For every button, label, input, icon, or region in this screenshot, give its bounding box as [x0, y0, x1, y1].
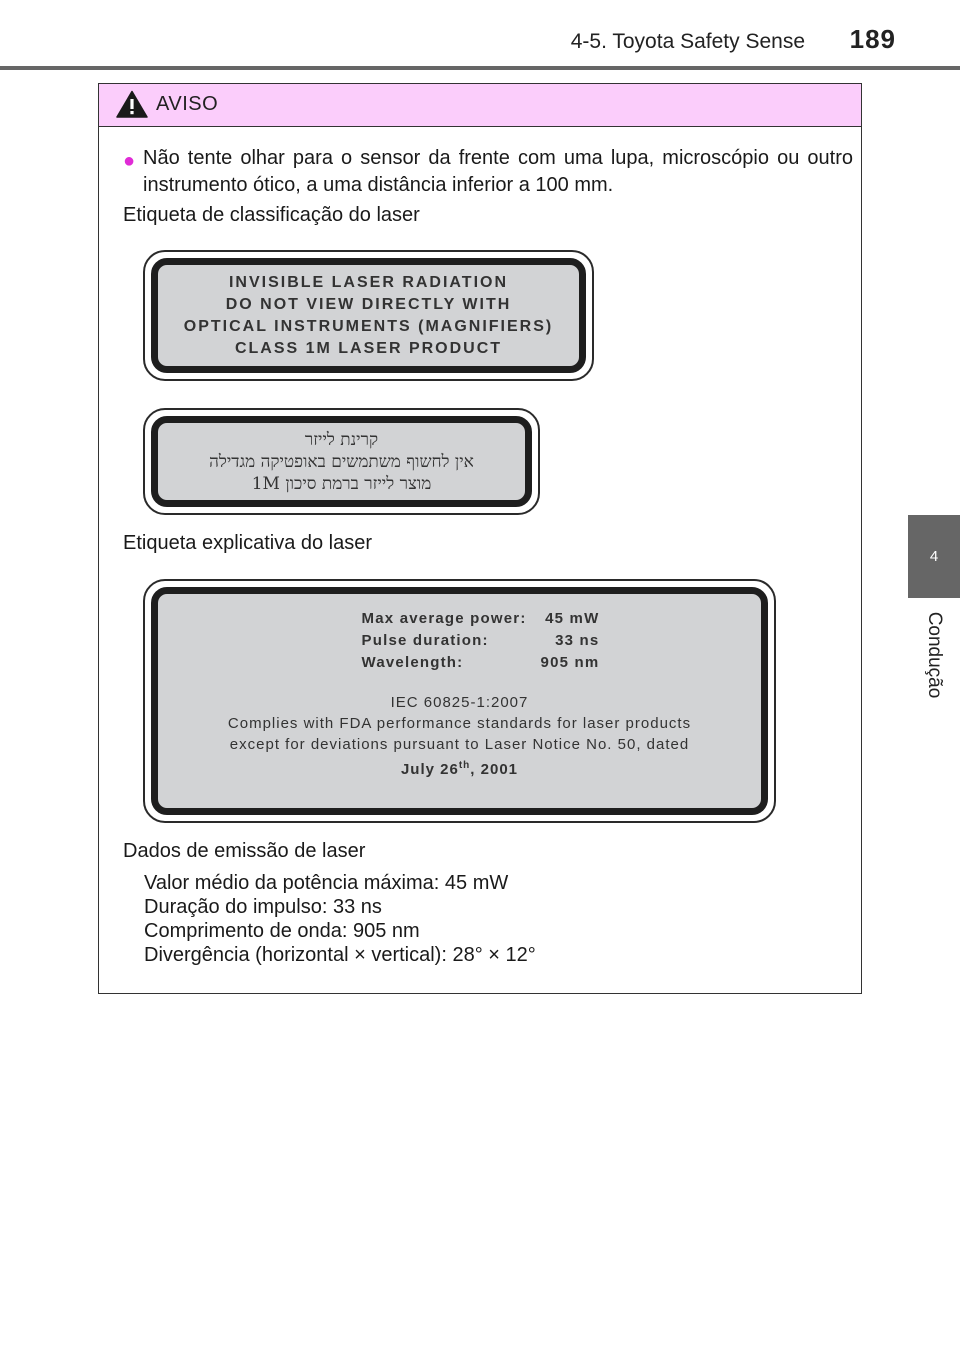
chapter-tab — [908, 515, 960, 598]
spec-row — [362, 652, 600, 674]
warning-box — [98, 83, 862, 994]
date-suffix-sup: th — [458, 760, 471, 771]
standard-line: IEC 60825-1:2007 — [390, 694, 529, 711]
spec-row — [362, 630, 600, 652]
compliance-date — [401, 755, 518, 780]
spec-label: Wavelength: — [361, 654, 464, 671]
warning-header — [99, 84, 861, 127]
spec-label: Max average power: — [361, 610, 527, 627]
header-rule — [0, 66, 960, 70]
chapter-title: Condução — [924, 611, 945, 699]
bullet-dot-icon: ● — [123, 150, 136, 172]
emission-caption: Dados de emissão de laser — [123, 840, 366, 862]
emission-data-list — [144, 871, 536, 967]
emission-data-item: Valor médio da potência máxima: 45 mW — [144, 872, 509, 894]
header-section-title: 4-5. Toyota Safety Sense — [570, 30, 805, 53]
warning-bullet — [123, 145, 853, 199]
label-en-panel — [151, 258, 586, 373]
warning-title: AVISO — [156, 93, 219, 115]
spec-value: 45 mW — [545, 610, 600, 627]
chapter-number: 4 — [929, 548, 939, 565]
laser-explanatory-label — [143, 579, 776, 823]
explanatory-panel — [151, 587, 768, 815]
label-he-line: מוצר לייזר ברמת סיכון 1M — [251, 473, 432, 494]
spec-value: 905 nm — [540, 654, 600, 671]
date-suffix: , 2001 — [470, 761, 519, 778]
emission-data-item: Divergência (horizontal × vertical): 28° × 12° — [144, 944, 536, 966]
label-en-line: INVISIBLE LASER RADIATION — [228, 273, 509, 291]
label-en-line: OPTICAL INSTRUMENTS (MAGNIFIERS) — [183, 317, 554, 335]
classification-caption: Etiqueta de classificação do laser — [123, 204, 420, 226]
warning-bullet-text: Não tente olhar para o sensor da frente com uma lupa, microscópio ou outro instrumento ótico, a uma distância inferior a 100 mm. — [143, 147, 853, 196]
label-en-line: DO NOT VIEW DIRECTLY WITH — [225, 295, 512, 313]
label-he-panel — [151, 416, 532, 507]
spec-value: 33 ns — [555, 632, 600, 649]
emission-data-item: Comprimento de onda: 905 nm — [144, 920, 420, 942]
laser-classification-label-he — [143, 408, 540, 515]
spec-row — [362, 608, 600, 630]
label-en-line: CLASS 1M LASER PRODUCT — [234, 339, 503, 357]
page-number: 189 — [849, 24, 896, 54]
label-he-line: קרינת לייזר — [304, 429, 379, 450]
compliance-line: Complies with FDA performance standards for laser products — [227, 715, 692, 732]
compliance-line: except for deviations pursuant to Laser Notice No. 50, dated — [229, 736, 690, 753]
emission-data-item: Duração do impulso: 33 ns — [144, 896, 382, 918]
warning-triangle-icon — [116, 90, 148, 118]
spec-table — [362, 608, 600, 674]
label-he-line: אין לחשוף משתמשים באופטיקה מגדילה — [209, 451, 474, 472]
date-prefix: July 26 — [400, 761, 459, 778]
explanatory-caption: Etiqueta explicativa do laser — [123, 532, 373, 554]
spec-label: Pulse duration: — [361, 632, 489, 649]
laser-classification-label-en — [143, 250, 594, 381]
